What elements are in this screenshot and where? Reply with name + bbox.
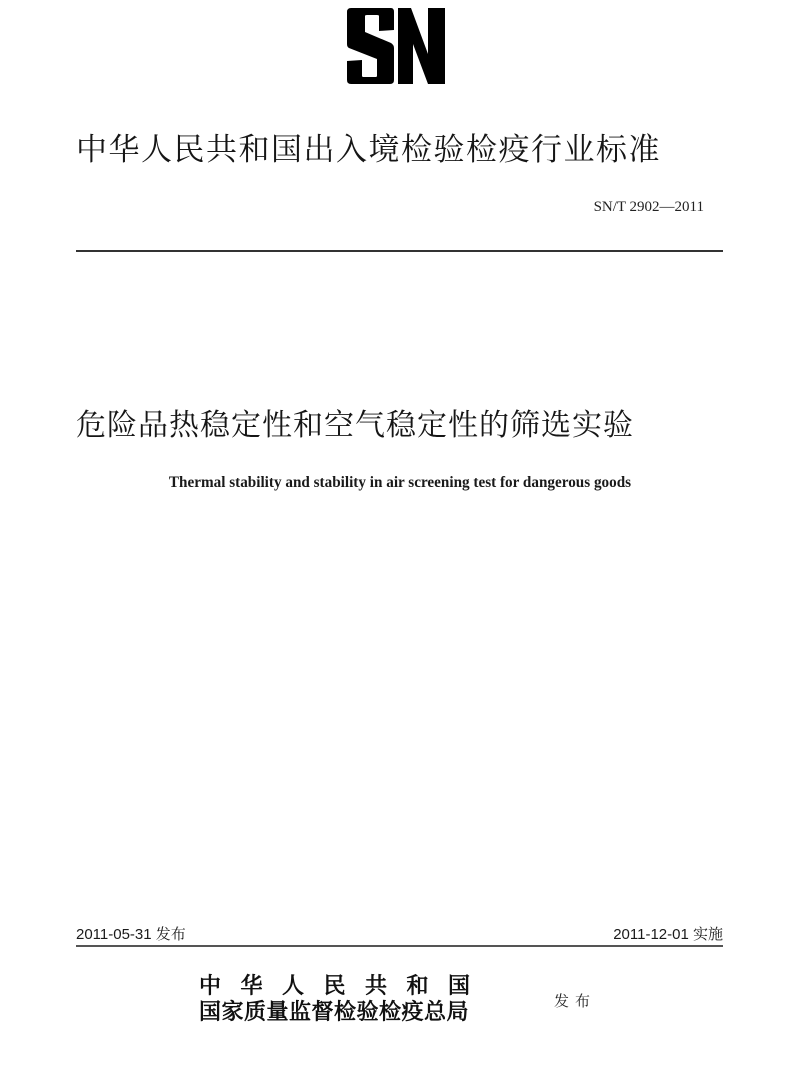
sn-logo-icon xyxy=(345,6,447,86)
footer-divider xyxy=(76,945,723,947)
document-title-chinese: 危险品热稳定性和空气稳定性的筛选实验 xyxy=(76,408,634,443)
document-title-english: Thermal stability and stability in air screening test for dangerous goods xyxy=(168,474,632,491)
issue-date: 2011-05-31 发布 xyxy=(76,926,186,943)
publisher-line-country: 中华人民共和国 xyxy=(199,973,490,999)
implementation-date: 2011-12-01 实施 xyxy=(613,926,723,943)
date-row xyxy=(76,923,723,944)
publisher-line-agency: 国家质量监督检验检疫总局 xyxy=(199,999,470,1025)
standard-number: SN/T 2902—2011 xyxy=(593,199,704,215)
publish-label: 发布 xyxy=(554,992,597,1010)
standard-category: 中华人民共和国出入境检验检疫行业标准 xyxy=(76,132,661,168)
publisher-block xyxy=(199,973,490,1025)
header-divider xyxy=(76,250,723,252)
